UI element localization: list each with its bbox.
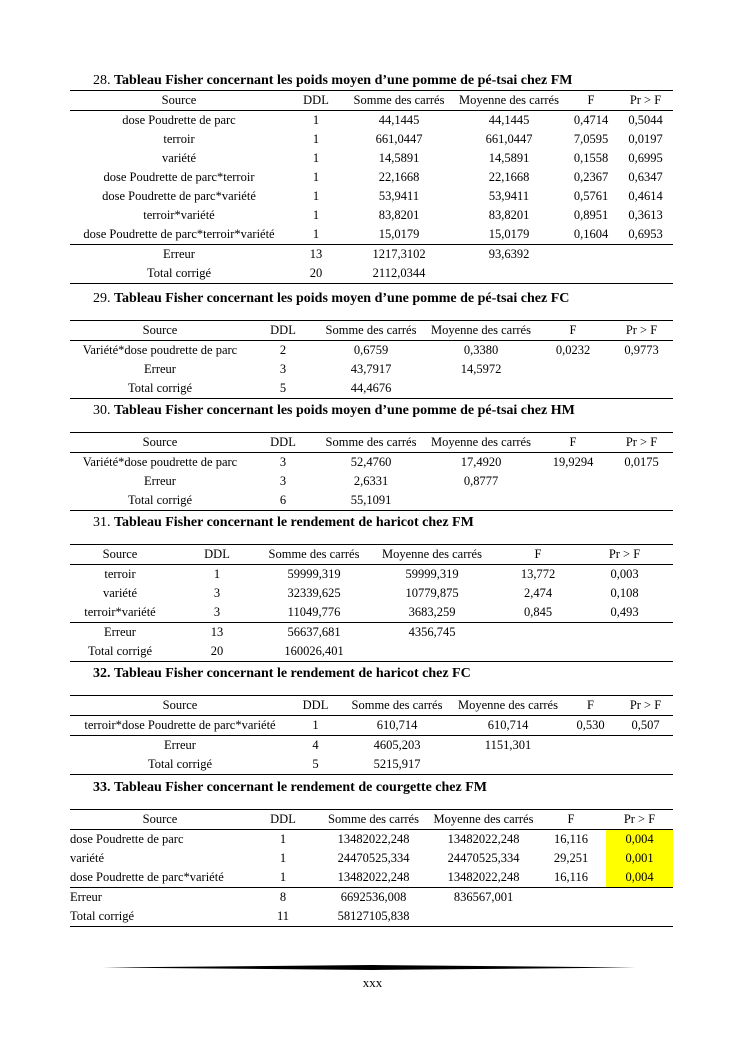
cell-source: variété: [102, 586, 137, 600]
cell-ddl: 20: [170, 642, 264, 662]
cell-somme: 59999,319: [287, 567, 341, 581]
cell-pr: 0,6995: [628, 151, 663, 165]
table-row: [70, 360, 673, 379]
header-f: F: [564, 91, 618, 111]
header-row: [70, 433, 673, 453]
table-row: [70, 149, 673, 168]
header-f: F: [536, 321, 610, 341]
table-number: 30.: [93, 403, 111, 418]
header-row: [70, 321, 673, 341]
header-f: F: [536, 433, 610, 453]
cell-pr: [606, 888, 673, 908]
cell-ddl: 13: [170, 623, 264, 643]
cell-pr: [606, 907, 673, 927]
cell-f: [500, 623, 576, 643]
cell-source: Total corrigé: [70, 491, 250, 511]
header-somme: Somme des carrés: [316, 433, 426, 453]
cell-source: Erreur: [70, 245, 288, 265]
cell-f: 0,2367: [573, 170, 609, 184]
cell-source: dose Poudrette de parc: [70, 832, 184, 846]
header-pr: Pr > F: [606, 810, 673, 830]
cell-somme: 14,5891: [378, 151, 420, 165]
cell-ddl: 11: [250, 907, 316, 927]
cell-ddl: 1: [312, 189, 320, 203]
cell-source: terroir*variété: [84, 605, 156, 619]
header-source: Source: [70, 91, 288, 111]
table-row: [70, 907, 673, 927]
table-number: 28.: [93, 73, 111, 88]
table-section-30: [70, 402, 673, 511]
cell-somme: 56637,681: [264, 623, 364, 643]
header-moyenne: Moyenne des carrés: [431, 810, 536, 830]
cell-f: 0,8951: [573, 208, 609, 222]
cell-ddl: 8: [250, 888, 316, 908]
cell-pr: 0,4614: [628, 189, 663, 203]
cell-moyenne: 22,1668: [488, 170, 530, 184]
cell-ddl: 5: [290, 755, 341, 775]
table-caption: [70, 665, 673, 683]
table-caption: [70, 402, 673, 420]
cell-f: [563, 755, 618, 775]
table-row: [70, 225, 673, 245]
footer-divider: [103, 965, 641, 970]
cell-source: dose Poudrette de parc*terroir: [103, 170, 255, 184]
cell-f: [564, 264, 618, 284]
cell-ddl: 3: [279, 455, 287, 469]
cell-moyenne: 44,1445: [488, 113, 530, 127]
cell-f: 16,116: [554, 832, 588, 846]
cell-f: [564, 245, 618, 265]
cell-moyenne: [431, 907, 536, 927]
table-section-31: [70, 514, 673, 662]
cell-moyenne: [426, 379, 536, 399]
cell-pr: [618, 736, 673, 756]
table-number: 33.: [93, 780, 111, 795]
cell-moyenne: 1151,301: [453, 736, 563, 756]
cell-pr-highlighted: 0,001: [606, 849, 673, 868]
cell-somme: 2,6331: [353, 474, 389, 488]
cell-moyenne: 13482022,248: [447, 870, 520, 884]
header-ddl: DDL: [250, 433, 316, 453]
table-row: [70, 584, 673, 603]
cell-moyenne: 83,8201: [488, 208, 530, 222]
table-row: [70, 830, 673, 850]
table-caption: [70, 290, 673, 308]
cell-f: [536, 888, 606, 908]
cell-somme: 0,6759: [353, 343, 389, 357]
cell-moyenne: 24470525,334: [447, 851, 520, 865]
cell-pr-highlighted: 0,004: [606, 830, 673, 850]
cell-source: Erreur: [70, 888, 250, 908]
cell-somme: 5215,917: [341, 755, 453, 775]
table-row: [70, 472, 673, 491]
cell-pr: [618, 245, 673, 265]
table-row: [70, 491, 673, 511]
cell-source: Total corrigé: [70, 907, 250, 927]
cell-somme: 610,714: [376, 718, 418, 732]
cell-source: Erreur: [144, 474, 176, 488]
header-row: [70, 545, 673, 565]
table-row: [70, 264, 673, 284]
header-ddl: DDL: [170, 545, 264, 565]
cell-moyenne: 93,6392: [454, 245, 564, 265]
cell-ddl: 3: [213, 586, 221, 600]
header-row: [70, 696, 673, 716]
cell-somme: 53,9411: [378, 189, 420, 203]
cell-f: 0,845: [523, 605, 553, 619]
table-row: [70, 849, 673, 868]
table-caption: [70, 514, 673, 532]
cell-somme: 13482022,248: [337, 870, 410, 884]
table-row: [70, 755, 673, 775]
cell-moyenne: [426, 491, 536, 511]
header-source: Source: [70, 810, 250, 830]
cell-ddl: 6: [250, 491, 316, 511]
cell-source: terroir*variété: [143, 208, 215, 222]
cell-f: 29,251: [553, 851, 589, 865]
header-f: F: [500, 545, 576, 565]
cell-source: dose Poudrette de parc: [122, 113, 236, 127]
table-caption: [70, 779, 673, 797]
cell-moyenne: [454, 264, 564, 284]
table-row: [70, 453, 673, 473]
cell-pr: 0,6953: [628, 227, 663, 241]
cell-ddl: 3: [279, 362, 287, 376]
cell-f: 13,772: [520, 567, 556, 581]
cell-pr: [610, 379, 673, 399]
cell-pr-highlighted: 0,004: [606, 868, 673, 888]
header-pr: Pr > F: [618, 91, 673, 111]
header-ddl: DDL: [288, 91, 344, 111]
cell-somme: 44,1445: [378, 113, 420, 127]
table-row: [70, 206, 673, 225]
header-pr: Pr > F: [610, 321, 673, 341]
cell-pr: 0,0197: [628, 132, 663, 146]
cell-moyenne: 3683,259: [408, 605, 456, 619]
cell-f: [536, 907, 606, 927]
table-title: Tableau Fisher concernant le rendement de haricot chez FC: [114, 666, 471, 681]
fisher-table: [70, 544, 673, 662]
cell-f: 7,0595: [573, 132, 609, 146]
header-row: [70, 810, 673, 830]
cell-moyenne: 836567,001: [431, 888, 536, 908]
cell-pr: [618, 755, 673, 775]
cell-ddl: 3: [213, 605, 221, 619]
header-pr: Pr > F: [618, 696, 673, 716]
cell-f: 0,1604: [573, 227, 609, 241]
cell-pr: 0,3613: [628, 208, 663, 222]
cell-somme: 661,0447: [375, 132, 423, 146]
header-f: F: [536, 810, 606, 830]
cell-ddl: 13: [288, 245, 344, 265]
cell-ddl: 1: [312, 113, 320, 127]
cell-ddl: 20: [288, 264, 344, 284]
header-source: Source: [70, 545, 170, 565]
header-source: Source: [70, 433, 250, 453]
cell-somme: 22,1668: [378, 170, 420, 184]
cell-ddl: 1: [312, 132, 320, 146]
header-somme: Somme des carrés: [344, 91, 454, 111]
cell-ddl: 1: [312, 170, 320, 184]
table-row: [70, 736, 673, 756]
cell-moyenne: 0,8777: [463, 474, 499, 488]
cell-source: Variété*dose poudrette de parc: [82, 455, 238, 469]
cell-f: 0,4714: [573, 113, 609, 127]
cell-source: terroir*dose Poudrette de parc*variété: [84, 718, 276, 732]
cell-source: dose Poudrette de parc*terroir*variété: [83, 227, 275, 241]
table-row: [70, 888, 673, 908]
table-title: Tableau Fisher concernant les poids moyen d’une pomme de pé-tsai chez HM: [114, 403, 575, 418]
table-row: [70, 565, 673, 585]
cell-somme: 55,1091: [316, 491, 426, 511]
cell-moyenne: 15,0179: [488, 227, 530, 241]
cell-somme: 160026,401: [264, 642, 364, 662]
table-number: 32.: [93, 666, 111, 681]
cell-f: [500, 642, 576, 662]
table-section-33: [70, 779, 673, 927]
fisher-table: [70, 695, 673, 775]
cell-somme: 44,4676: [316, 379, 426, 399]
header-pr: Pr > F: [576, 545, 673, 565]
table-row: [70, 111, 673, 131]
cell-somme: 58127105,838: [316, 907, 431, 927]
header-ddl: DDL: [290, 696, 341, 716]
header-source: Source: [70, 321, 250, 341]
header-row: [70, 91, 673, 111]
cell-moyenne: 14,5891: [488, 151, 530, 165]
cell-source: Total corrigé: [70, 755, 290, 775]
table-section-29: [70, 290, 673, 399]
cell-somme: 43,7917: [350, 362, 392, 376]
cell-source: Total corrigé: [70, 264, 288, 284]
cell-ddl: 2: [279, 343, 287, 357]
table-number: 29.: [93, 291, 111, 306]
cell-pr: 0,493: [610, 605, 639, 619]
header-ddl: DDL: [250, 321, 316, 341]
cell-f: [563, 736, 618, 756]
cell-moyenne: [364, 642, 500, 662]
cell-pr: [618, 264, 673, 284]
page-label: xxx: [362, 975, 383, 990]
cell-ddl: 1: [312, 208, 320, 222]
table-row: [70, 245, 673, 265]
cell-moyenne: 0,3380: [463, 343, 499, 357]
cell-ddl: 1: [279, 870, 287, 884]
cell-f: 2,474: [523, 586, 553, 600]
table-row: [70, 168, 673, 187]
table-number: 31.: [93, 515, 111, 530]
cell-ddl: 1: [312, 151, 320, 165]
cell-source: variété: [161, 151, 196, 165]
header-pr: Pr > F: [610, 433, 673, 453]
cell-f: 0,1558: [573, 151, 609, 165]
header-f: F: [563, 696, 618, 716]
header-moyenne: Moyenne des carrés: [364, 545, 500, 565]
cell-pr: 0,507: [631, 718, 660, 732]
cell-ddl: 3: [279, 474, 287, 488]
cell-moyenne: 4356,745: [364, 623, 500, 643]
cell-moyenne: 10779,875: [405, 586, 459, 600]
cell-ddl: 1: [312, 227, 320, 241]
table-section-32: [70, 665, 673, 775]
cell-source: variété: [70, 851, 105, 865]
cell-f: [536, 379, 610, 399]
table-title: Tableau Fisher concernant les poids moyen d’une pomme de pé-tsai chez FC: [114, 291, 570, 306]
table-title: Tableau Fisher concernant le rendement de haricot chez FM: [114, 515, 474, 530]
header-moyenne: Moyenne des carrés: [454, 91, 564, 111]
cell-pr: 0,108: [610, 586, 639, 600]
cell-somme: 4605,203: [341, 736, 453, 756]
cell-source: Total corrigé: [70, 642, 170, 662]
header-moyenne: Moyenne des carrés: [453, 696, 563, 716]
header-somme: Somme des carrés: [316, 321, 426, 341]
cell-moyenne: 13482022,248: [447, 832, 520, 846]
fisher-table: [70, 90, 673, 284]
cell-pr: 0,9773: [624, 343, 659, 357]
cell-pr: 0,0175: [624, 455, 659, 469]
cell-f: 16,116: [554, 870, 588, 884]
cell-moyenne: 610,714: [487, 718, 529, 732]
cell-pr: 0,5044: [628, 113, 663, 127]
cell-pr: [610, 360, 673, 379]
table-row: [70, 130, 673, 149]
cell-moyenne: 59999,319: [405, 567, 459, 581]
table-row: [70, 603, 673, 623]
cell-source: dose Poudrette de parc*variété: [70, 870, 224, 884]
cell-somme: 2112,0344: [344, 264, 454, 284]
cell-pr: 0,003: [610, 567, 639, 581]
fisher-table: [70, 320, 673, 399]
cell-f: 0,530: [576, 718, 605, 732]
cell-ddl: 1: [312, 718, 319, 732]
table-section-28: [70, 72, 673, 284]
fisher-table: [70, 809, 673, 927]
header-moyenne: Moyenne des carrés: [426, 321, 536, 341]
table-row: [70, 642, 673, 662]
table-row: [70, 868, 673, 888]
cell-pr: [576, 642, 673, 662]
cell-somme: 32339,625: [287, 586, 341, 600]
cell-somme: 24470525,334: [337, 851, 410, 865]
cell-moyenne: 53,9411: [488, 189, 530, 203]
cell-somme: 52,4760: [350, 455, 392, 469]
header-ddl: DDL: [250, 810, 316, 830]
cell-source: Total corrigé: [70, 379, 250, 399]
cell-source: dose Poudrette de parc*variété: [102, 189, 256, 203]
cell-f: [536, 360, 610, 379]
cell-source: Variété*dose poudrette de parc: [82, 343, 238, 357]
cell-f: [536, 472, 610, 491]
cell-pr: [576, 623, 673, 643]
cell-pr: [610, 472, 673, 491]
cell-somme: 6692536,008: [316, 888, 431, 908]
cell-moyenne: [453, 755, 563, 775]
cell-moyenne: 17,4920: [460, 455, 502, 469]
cell-pr: [610, 491, 673, 511]
cell-somme: 1217,3102: [344, 245, 454, 265]
header-somme: Somme des carrés: [316, 810, 431, 830]
cell-ddl: 5: [250, 379, 316, 399]
cell-f: 19,9294: [552, 455, 594, 469]
fisher-table: [70, 432, 673, 511]
cell-somme: 15,0179: [378, 227, 420, 241]
cell-ddl: 1: [279, 832, 287, 846]
cell-ddl: 1: [213, 567, 221, 581]
cell-source: Erreur: [70, 736, 290, 756]
header-moyenne: Moyenne des carrés: [426, 433, 536, 453]
table-row: [70, 187, 673, 206]
header-source: Source: [70, 696, 290, 716]
table-title: Tableau Fisher concernant le rendement de courgette chez FM: [114, 780, 488, 795]
cell-source: terroir: [104, 567, 136, 581]
cell-source: Erreur: [144, 362, 176, 376]
cell-ddl: 4: [290, 736, 341, 756]
cell-ddl: 1: [279, 851, 287, 865]
table-caption: [70, 72, 673, 90]
cell-f: 0,5761: [573, 189, 609, 203]
cell-somme: 13482022,248: [337, 832, 410, 846]
cell-pr: 0,6347: [628, 170, 663, 184]
header-somme: Somme des carrés: [264, 545, 364, 565]
table-row: [70, 716, 673, 736]
cell-moyenne: 661,0447: [485, 132, 533, 146]
cell-moyenne: 14,5972: [460, 362, 502, 376]
cell-source: terroir: [163, 132, 195, 146]
cell-source: Erreur: [70, 623, 170, 643]
table-row: [70, 623, 673, 643]
table-title: Tableau Fisher concernant les poids moyen d’une pomme de pé-tsai chez FM: [114, 73, 573, 88]
table-row: [70, 341, 673, 361]
header-somme: Somme des carrés: [341, 696, 453, 716]
cell-somme: 11049,776: [287, 605, 341, 619]
cell-f: 0,0232: [555, 343, 591, 357]
table-row: [70, 379, 673, 399]
cell-f: [536, 491, 610, 511]
cell-somme: 83,8201: [378, 208, 420, 222]
